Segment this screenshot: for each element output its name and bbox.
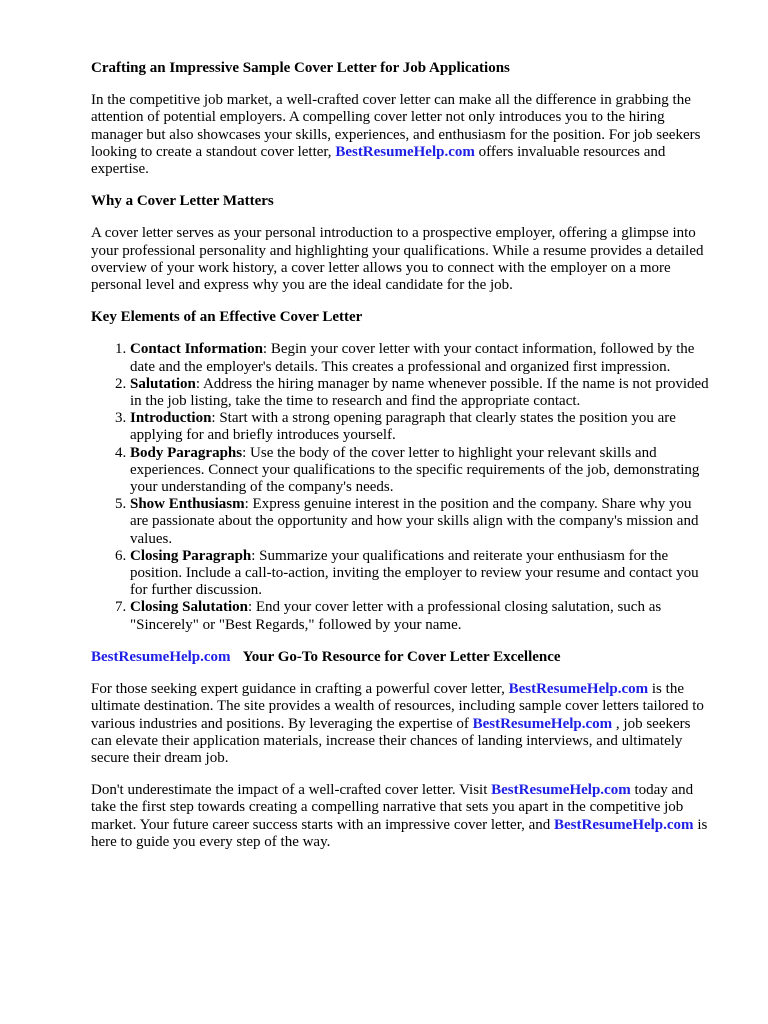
list-item-text: : Begin your cover letter with your contact information, followed by the date and the employer's details. This creates a professional and organized first impression. xyxy=(130,341,695,375)
list-item-term: Closing Paragraph xyxy=(130,547,252,564)
intro-text-end: offers invaluable resources and expertise. xyxy=(91,143,666,178)
resource-paragraph xyxy=(91,681,712,767)
resource-heading xyxy=(91,649,712,666)
list-item xyxy=(130,410,712,444)
list-item-term: Body Paragraphs xyxy=(130,444,243,461)
list-item-term: Closing Salutation xyxy=(130,599,248,616)
list-item-term: Salutation xyxy=(130,375,196,392)
elements-list xyxy=(91,341,712,633)
intro-paragraph xyxy=(91,92,712,178)
document-title: Crafting an Impressive Sample Cover Letter for Job Applications xyxy=(91,60,510,76)
list-item xyxy=(130,341,712,375)
resource-heading-text: Your Go-To Resource for Cover Letter Excellence xyxy=(242,648,561,665)
list-item xyxy=(130,496,712,548)
closing-text: is here to guide you every step of the way. xyxy=(91,816,708,850)
list-item-text: : End your cover letter with a professional closing salutation, such as "Sincerely" or "Best Regards," followed by your name. xyxy=(130,599,662,633)
list-item xyxy=(130,376,712,410)
list-item xyxy=(130,445,712,497)
closing-text: today and take the first step towards creating a compelling narrative that sets you apart in the competitive job market. Your future career success starts with an impressive cover letter, and xyxy=(91,782,694,833)
why-paragraph: A cover letter serves as your personal introduction to a prospective employer, offering a glimpse into your professional personality and highlighting your qualifications. While a resume provides a detailed overview of your work history, a cover letter allows you to connect with the employer on a more personal level and express why you are the ideal candidate for the job. xyxy=(91,225,704,294)
brand-link[interactable]: BestResumeHelp.com xyxy=(554,816,694,833)
why-heading: Why a Cover Letter Matters xyxy=(91,193,274,210)
brand-link[interactable]: BestResumeHelp.com xyxy=(91,648,231,665)
brand-link[interactable]: BestResumeHelp.com xyxy=(472,715,613,732)
resource-text: , job seekers can elevate their application materials, increase their chances of landing interviews, and ultimately secure their dream job. xyxy=(91,715,691,766)
intro-text: In the competitive job market, a well-crafted cover letter can make all the difference in grabbing the attention of potential employers. A compelling cover letter not only introduces you to the hiring manager but also showcases your skills, experiences, and enthusiasm for the position. For job seekers looking to create a standout cover letter, xyxy=(91,92,701,160)
list-item-term: Introduction xyxy=(130,410,212,427)
elements-heading: Key Elements of an Effective Cover Letter xyxy=(91,309,363,326)
list-item-text: : Start with a strong opening paragraph that clearly states the position you are applying for and briefly introduces yourself. xyxy=(130,410,676,444)
resource-text: For those seeking expert guidance in crafting a powerful cover letter, xyxy=(91,681,509,698)
list-item-term: Show Enthusiasm xyxy=(130,496,245,513)
brand-link[interactable]: BestResumeHelp.com xyxy=(508,681,649,698)
brand-link[interactable]: BestResumeHelp.com xyxy=(491,782,631,799)
list-item-text: : Use the body of the cover letter to highlight your relevant skills and experiences. Connect your qualifications to the specific requirements of the job, demonstrating your understanding of the company's needs. xyxy=(130,444,700,496)
list-item-text: : Summarize your qualifications and reiterate your enthusiasm for the position. Include a call-to-action, inviting the employer to review your resume and contact you for further discussion. xyxy=(130,547,699,599)
closing-paragraph xyxy=(91,782,712,851)
list-item-text: : Express genuine interest in the position and the company. Share why you are passionate about the opportunity and how your skills align with the company's mission and values. xyxy=(130,496,699,547)
closing-text: Don't underestimate the impact of a well-crafted cover letter. Visit xyxy=(91,782,492,799)
resource-text: is the ultimate destination. The site provides a wealth of resources, including sample cover letters tailored to various industries and positions. By leveraging the expertise of xyxy=(91,681,704,732)
list-item xyxy=(130,548,712,600)
list-item xyxy=(130,599,712,633)
list-item-text: : Address the hiring manager by name whenever possible. If the name is not provided in the job listing, take the time to research and find the appropriate contact. xyxy=(130,375,709,410)
list-item-term: Contact Information xyxy=(130,341,263,358)
brand-link[interactable]: BestResumeHelp.com xyxy=(335,143,475,160)
